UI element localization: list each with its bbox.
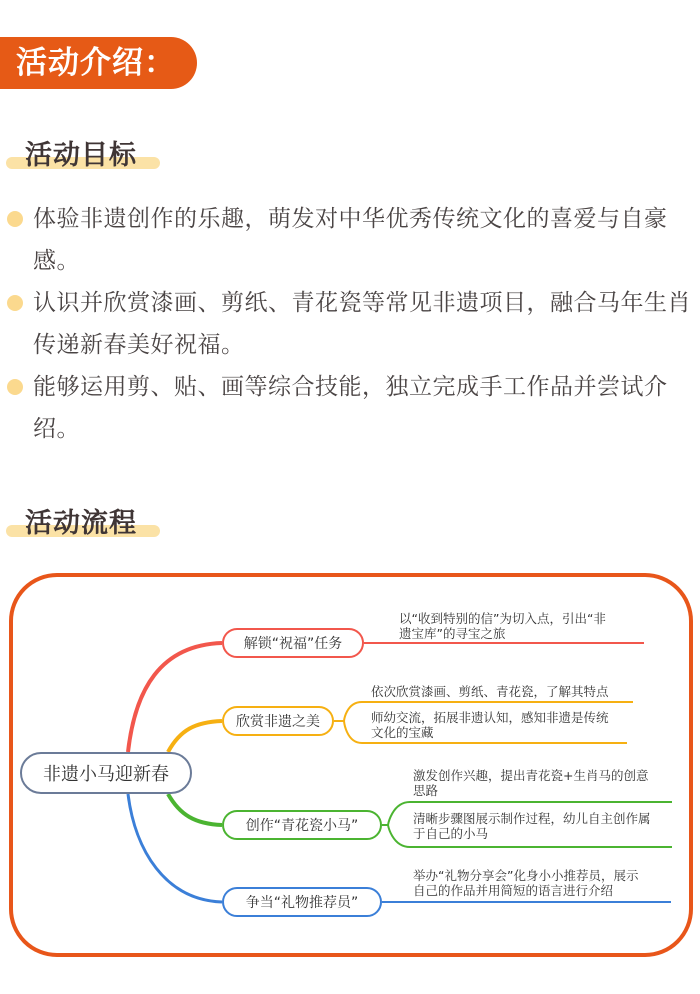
leaf-line: 以“收到特别的信”为切入点，引出“非 bbox=[399, 611, 606, 626]
goal-text: 认识并欣赏漆画、剪纸、青花瓷等常见非遗项目，融合马年生肖传递新春美好祝福。 bbox=[33, 290, 691, 358]
leaf-line: 师幼交流，拓展非遗认知，感知非遗是传统 bbox=[371, 710, 609, 725]
mindmap-leaf-text bbox=[413, 768, 648, 798]
leaf-line: 思路 bbox=[413, 783, 439, 798]
goal-text: 体验非遗创作的乐趣，萌发对中华优秀传统文化的喜爱与自豪感。 bbox=[33, 206, 668, 274]
mindmap-branch-node: 解锁“祝福”任务 bbox=[222, 628, 364, 658]
leaf-line: 激发创作兴趣，提出青花瓷+生肖马的创意 bbox=[413, 768, 649, 783]
leaf-line: 自己的作品并用简短的语言进行介绍 bbox=[413, 883, 614, 898]
mindmap-leaf-text bbox=[371, 684, 609, 699]
flow-heading: 活动流程 bbox=[25, 508, 137, 539]
leaf-line: 文化的宝藏 bbox=[371, 725, 434, 740]
leaf-line: 依次欣赏漆画、剪纸、青花瓷，了解其特点 bbox=[371, 684, 609, 699]
leaf-line: 举办“礼物分享会”化身小小推荐员，展示 bbox=[413, 868, 639, 883]
mindmap-leaf-text bbox=[399, 611, 606, 641]
mindmap-leaf-text bbox=[413, 868, 638, 898]
mindmap-branch-node: 欣赏非遗之美 bbox=[222, 706, 334, 736]
leaf-line: 遗宝库”的寻宝之旅 bbox=[399, 626, 506, 641]
goals-heading: 活动目标 bbox=[25, 140, 137, 171]
mindmap-leaf-text bbox=[371, 710, 609, 740]
mindmap-leaf-text bbox=[413, 811, 651, 841]
goal-text: 能够运用剪、贴、画等综合技能，独立完成手工作品并尝试介绍。 bbox=[33, 374, 668, 442]
mindmap-branch-node: 创作“青花瓷小马” bbox=[222, 810, 382, 840]
intro-title-banner: 活动介绍： bbox=[0, 37, 197, 89]
leaf-line: 于自己的小马 bbox=[413, 826, 489, 841]
mindmap-root-node: 非遗小马迎新春 bbox=[20, 752, 192, 794]
leaf-line: 清晰步骤图展示制作过程，幼儿自主创作属 bbox=[413, 811, 651, 826]
mindmap-branch-node: 争当“礼物推荐员” bbox=[222, 887, 382, 917]
